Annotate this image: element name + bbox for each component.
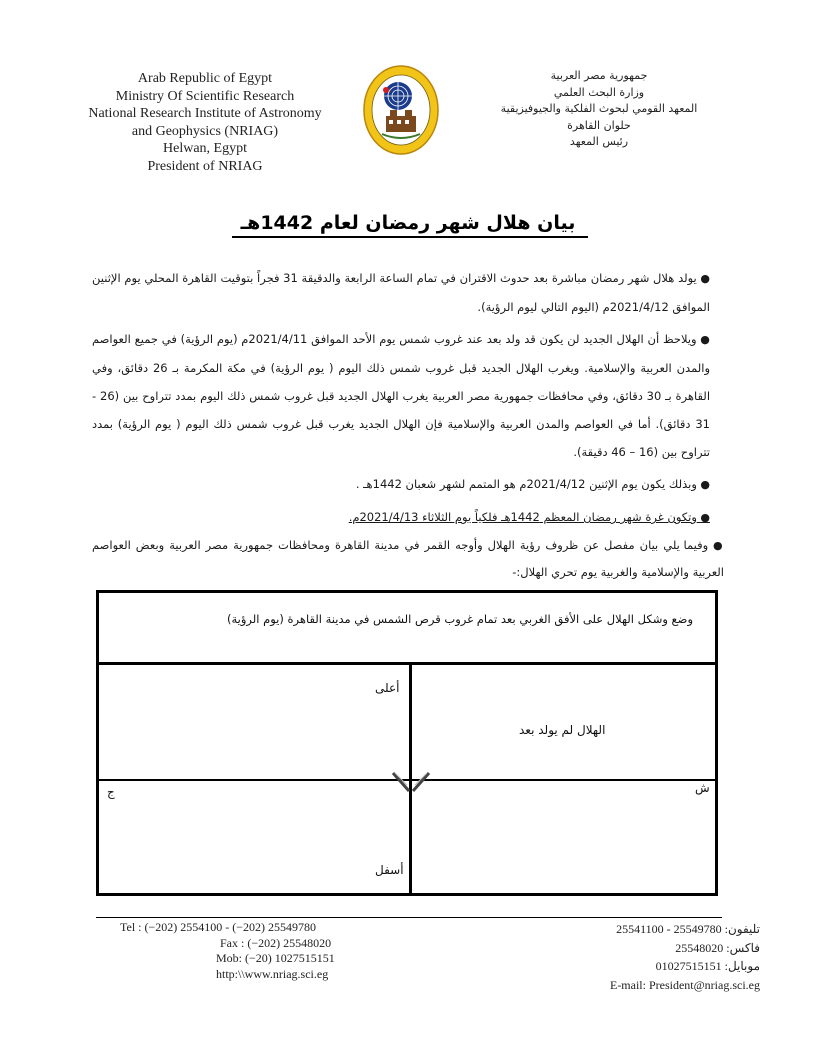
header-en-line: National Research Institute of Astronomy (88, 106, 322, 121)
paragraph-shaban-end (92, 470, 710, 499)
paragraph-text: وتكون غرة شهر رمضان المعظم 1442هـ فلكياً يوم الثلاثاء 2021/4/13م. (348, 510, 697, 524)
footer-ar-fax: فاكس: 25548020 (675, 940, 760, 955)
footer-website-link[interactable]: http:\\www.nriag.sci.eg (216, 966, 329, 981)
paragraph-ramadan-start (92, 503, 710, 532)
footer-arabic-contacts (560, 920, 760, 994)
header-en-line: Helwan, Egypt (163, 141, 247, 156)
header-en-line: Arab Republic of Egypt (137, 71, 273, 86)
paragraph-observation (92, 325, 710, 466)
bullet-icon: ● (696, 272, 711, 285)
label-north: ش (695, 781, 710, 795)
footer-divider (96, 917, 722, 918)
title-underline (232, 236, 588, 238)
footer-mob: Mob: (−20) 1027515151 (216, 951, 335, 965)
header-en-line: Ministry Of Scientific Research (115, 88, 295, 104)
bullet-icon: ● (696, 511, 710, 524)
paragraph-text: وبذلك يكون يوم الإثنين 2021/4/12م هو المتمم لشهر شعبان 1442هـ . (355, 477, 697, 491)
header-en-line: President of NRIAG (147, 158, 263, 174)
footer-fax: Fax : (−202) 25548020 (220, 935, 332, 950)
header-ar-line: جمهورية مصر العربية (550, 69, 648, 82)
bullet-icon: ● (696, 478, 710, 491)
footer-tel: Tel : (−202) 2554100 - (−202) 25549780 (120, 920, 317, 934)
announcement-body (92, 264, 710, 536)
footer-email-link[interactable]: E-mail: President@nriag.sci.eg (609, 977, 760, 992)
paragraph-birth (92, 264, 710, 321)
header-en-line: and Geophysics (NRIAG) (131, 123, 279, 139)
bullet-icon: ● (708, 539, 724, 552)
footer-english-contacts (120, 920, 380, 982)
header-arabic-block (474, 68, 724, 151)
document-title: بيان هلال شهر رمضان لعام 1442هـ (240, 212, 576, 234)
box-heading: وضع وشكل الهلال على الأفق الغربي بعد تمام غروب قرص الشمس في مدينة القاهرة (يوم الرؤية) (99, 593, 715, 665)
crescent-position-box (96, 590, 718, 896)
label-south: ج (107, 785, 115, 799)
paragraph-intro (92, 532, 724, 585)
paragraph-text: ويلاحظ أن الهلال الجديد لن يكون قد ولد بعد عند غروب شمس يوم الأحد الموافق 2021/4/11م (يوم الرؤية) في جميع العواصم والمدن العربية والإسلامية. ويغرب الهلال الجديد قبل غروب شمس ذلك اليوم ( يوم الرؤية) في مكة المكرمة بـ 26 دقائق، وفي القاهرة بـ 30 دقائق، وفي محافظات جمهورية مصر العربية يغرب الهلال الجديد قبل غروب شمس ذلك اليوم بمدد تتراوح بين (26 - 31 دقائق). أما في العواصم والمدن العربية والإسلامية فإن الهلال الجديد يغرب قبل غروب شمس ذلك اليوم ( يوم الرؤية) بمدد تتراوح بين (16 – 46 دقيقة). (92, 332, 711, 459)
label-bottom: أسفل (375, 863, 404, 877)
nriag-logo-icon (362, 64, 440, 156)
paragraph-text: يولد هلال شهر رمضان مباشرة بعد حدوث الاقتران في تمام الساعة الرابعة والدقيقة 31 فجراً بتوقيت القاهرة المحلي يوم الإثنين الموافق 2021/4/12م (اليوم التالي ليوم الرؤية). (92, 271, 710, 314)
bullet-icon: ● (696, 333, 710, 346)
header-ar-line: حلوان القاهرة (567, 118, 631, 132)
header-ar-line: رئيس المعهد (569, 135, 629, 148)
header-english-block (60, 70, 350, 175)
header-ar-line: وزارة البحث العلمي (553, 85, 645, 99)
paragraph-text: وفيما يلي بيان مفصل عن ظروف رؤية الهلال وأوجه القمر في مدينة القاهرة ومحافظات جمهورية مصر العربية وبعض العواصم العربية والإسلامية والغربية يوم تحري الهلال:- (92, 538, 724, 579)
footer-ar-mob: موبايل: 01027515151 (655, 959, 760, 973)
label-top: أعلى (375, 681, 400, 695)
moon-not-born-note: الهلال لم يولد بعد (519, 723, 606, 737)
footer-ar-tel: تليفون: 25549780 - 25541100 (616, 922, 760, 936)
sun-marker-icon (389, 771, 433, 795)
header-ar-line: المعهد القومي لبحوث الفلكية والجيوفيزيقية (500, 102, 698, 115)
